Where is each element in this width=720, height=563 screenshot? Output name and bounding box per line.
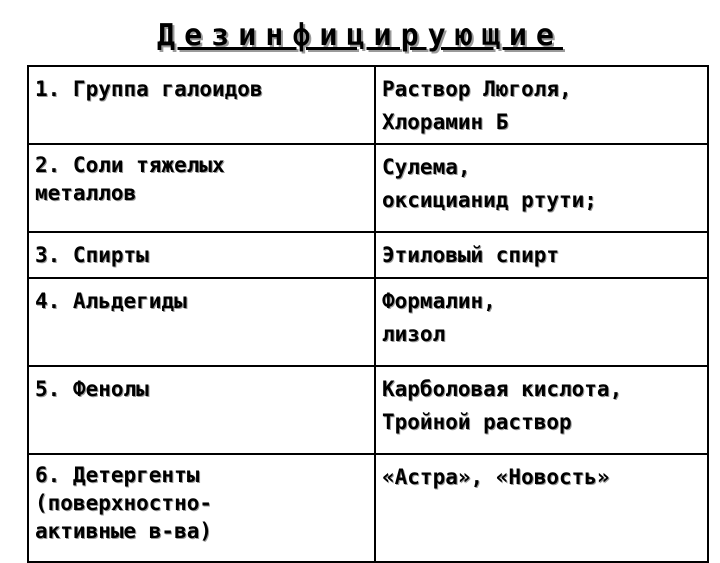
agent-name: Хлорамин Б [382,110,509,134]
group-cell [28,232,375,278]
table-row [28,232,708,278]
group-name: активные в-ва) [35,519,213,543]
agent-name: Тройной раствор [382,410,572,434]
table-row [28,144,708,232]
agents-cell [375,232,708,278]
group-name: металлов [35,181,137,205]
agent-name: оксицианид ртути; [382,188,597,212]
group-cell [28,366,375,454]
table-row [28,366,708,454]
agents-cell [375,144,708,232]
table-row [28,278,708,366]
disinfectants-table [27,65,709,563]
group-name: 3. Спирты [35,243,149,267]
agents-cell [375,278,708,366]
group-name: 1. Группа галоидов [35,77,263,101]
table-row [28,454,708,562]
group-cell [28,454,375,562]
group-name: 2. Соли тяжелых [35,153,225,177]
group-cell [28,144,375,232]
group-name: 4. Альдегиды [35,289,187,313]
agents-cell [375,66,708,144]
page-title: Дезинфицирующие [157,18,563,53]
agent-name: Сулема, [382,155,471,179]
agents-cell [375,454,708,562]
group-cell [28,66,375,144]
agent-name: «Астра», «Новость» [382,465,610,489]
agent-name: Этиловый спирт [382,243,560,267]
agents-cell [375,366,708,454]
group-name: 5. Фенолы [35,377,149,401]
group-cell [28,278,375,366]
agent-name: лизол [382,322,446,346]
agent-name: Формалин, [382,289,496,313]
group-name: 6. Детергенты [35,463,200,487]
agent-name: Карболовая кислота, [382,377,623,401]
agent-name: Раствор Люголя, [382,77,572,101]
group-name: (поверхностно- [35,491,213,515]
table-row [28,66,708,144]
